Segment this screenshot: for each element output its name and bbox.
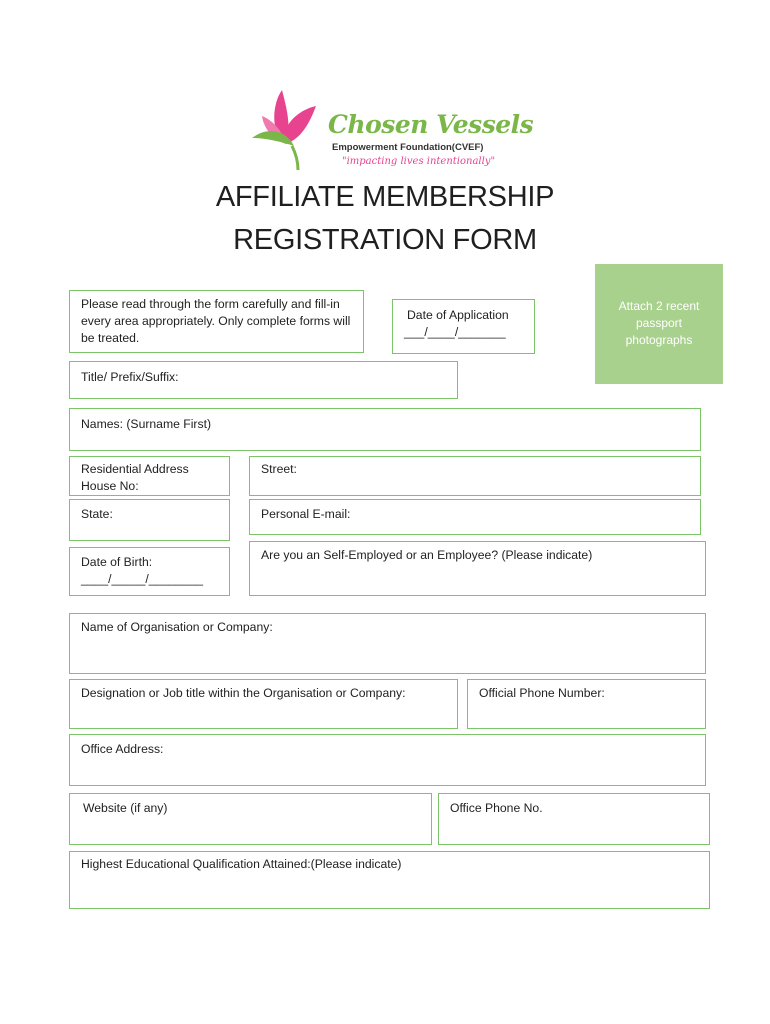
date-of-application-field[interactable]	[392, 299, 535, 354]
official-phone-label: Official Phone Number:	[479, 686, 605, 700]
names-label: Names: (Surname First)	[81, 417, 212, 431]
title-prefix-field[interactable]	[69, 361, 458, 399]
personal-email-label: Personal E-mail:	[261, 507, 351, 521]
street-label: Street:	[261, 462, 297, 476]
instructions-text: Please read through the form carefully and fill-in every area appropriately. Only complete forms will be treated.	[81, 297, 351, 345]
date-of-birth-field[interactable]	[69, 547, 230, 596]
date-of-application-label: Date of Application	[407, 308, 509, 322]
designation-label: Designation or Job title within the Organisation or Company:	[81, 686, 406, 700]
designation-field[interactable]	[69, 679, 458, 729]
date-of-birth-label: Date of Birth:	[81, 555, 153, 569]
logo-tagline: "impacting lives intentionally"	[342, 156, 496, 167]
street-field[interactable]	[249, 456, 701, 496]
qualification-label: Highest Educational Qualification Attained:(Please indicate)	[81, 857, 402, 871]
residential-address-label: Residential Address	[81, 462, 189, 476]
office-address-field[interactable]	[69, 734, 706, 786]
title-prefix-label: Title/ Prefix/Suffix:	[81, 370, 179, 384]
organisation-label: Name of Organisation or Company:	[81, 620, 273, 634]
organisation-field[interactable]	[69, 613, 706, 674]
passport-photo-box[interactable]: Attach 2 recent passport photographs	[595, 264, 723, 384]
names-field[interactable]	[69, 408, 701, 451]
date-of-birth-blank: ____/_____/________	[81, 572, 203, 586]
personal-email-field[interactable]	[249, 499, 701, 535]
form-title	[0, 176, 770, 262]
form-title-line-1: AFFILIATE MEMBERSHIP	[215, 181, 555, 213]
lotus-flower-icon	[246, 86, 332, 172]
house-no-label: House No:	[81, 479, 139, 493]
state-label: State:	[81, 507, 113, 521]
residential-address-field[interactable]	[69, 456, 230, 496]
qualification-field[interactable]	[69, 851, 710, 909]
official-phone-field[interactable]	[467, 679, 706, 729]
office-address-label: Office Address:	[81, 742, 164, 756]
instructions-box	[69, 290, 364, 353]
logo-name: Chosen Vessels	[328, 110, 534, 139]
state-field[interactable]	[69, 499, 230, 541]
employment-status-field[interactable]	[249, 541, 706, 596]
organization-logo	[246, 86, 534, 172]
date-of-application-blank: ___/____/_______	[404, 325, 506, 339]
logo-subtitle: Empowerment Foundation(CVEF)	[332, 142, 484, 153]
website-label: Website (if any)	[83, 801, 168, 815]
form-title-line-2: REGISTRATION FORM	[233, 224, 537, 256]
office-phone-field[interactable]	[438, 793, 710, 845]
employment-status-label: Are you an Self-Employed or an Employee? (Please indicate)	[261, 548, 593, 562]
website-field[interactable]	[69, 793, 432, 845]
office-phone-label: Office Phone No.	[450, 801, 543, 815]
